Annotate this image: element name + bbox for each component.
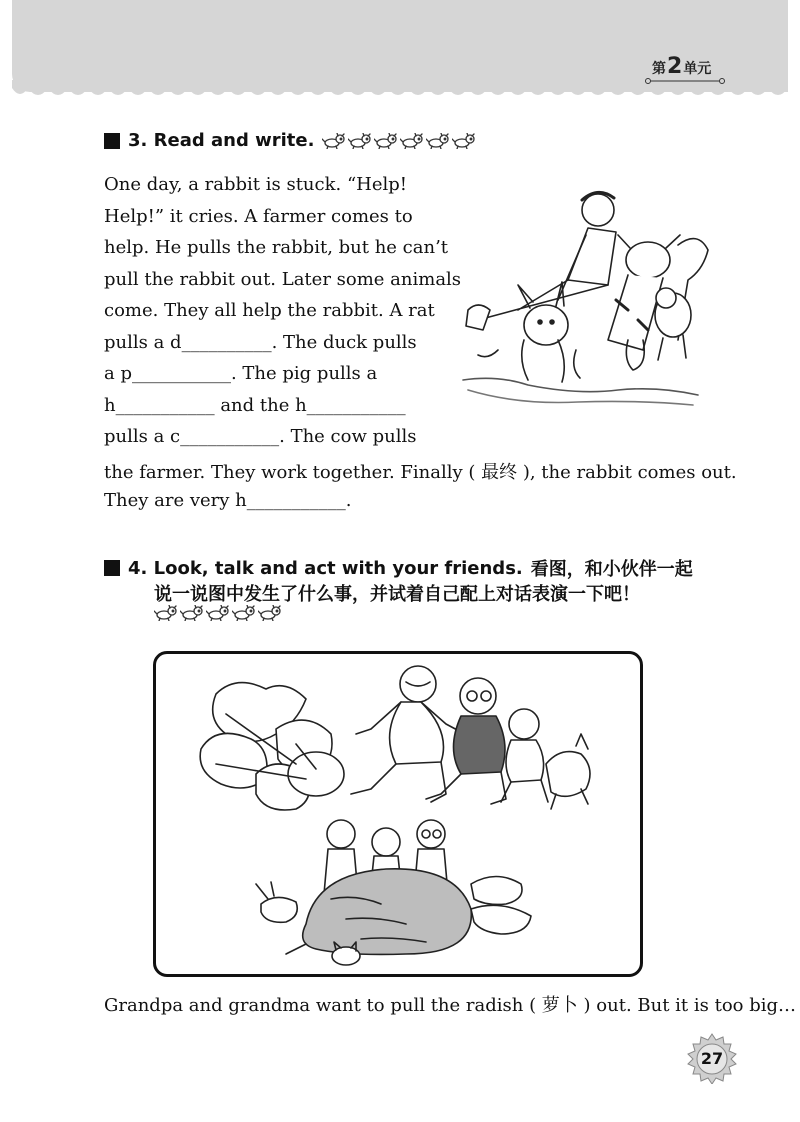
difficulty-rating (154, 605, 282, 621)
dog-icon (206, 605, 230, 621)
dog-icon (154, 605, 178, 621)
unit-number: 2 (667, 54, 683, 79)
passage-line: a p___________. The pig pulls a (104, 363, 378, 384)
header-wave-edge (12, 80, 788, 108)
passage-line: help. He pulls the rabbit, but he can’t (104, 237, 449, 258)
section4-heading (104, 555, 693, 581)
dog-icon (258, 605, 282, 621)
passage-line: come. They all help the rabbit. A rat (104, 300, 435, 321)
dog-icon (180, 605, 204, 621)
dog-icon (426, 133, 450, 149)
section4-rating-row (154, 605, 282, 621)
section4-cn-line2: 说一说图中发生了什么事，并试着自己配上对话表演一下吧！ (154, 584, 640, 605)
dog-icon (232, 605, 256, 621)
radish-illustration (156, 654, 640, 974)
unit-label (652, 54, 711, 80)
passage-line: Help!” it cries. A farmer comes to (104, 206, 413, 227)
passage-line: One day, a rabbit is stuck. “Help! (104, 174, 408, 195)
unit-suffix: 单元 (683, 61, 712, 77)
radish-picture-frame (153, 651, 643, 977)
passage-line: h___________ and the h___________ (104, 395, 406, 416)
passage-line: the farmer. They work together. Finally ( 最终 ), the rabbit comes out. (104, 462, 737, 483)
dog-icon (452, 133, 476, 149)
difficulty-rating (322, 133, 476, 149)
section-marker-square (104, 133, 120, 149)
section3-title: 3. Read and write. (128, 130, 315, 151)
dog-icon (374, 133, 398, 149)
dog-icon (348, 133, 372, 149)
section-marker-square (104, 560, 120, 576)
passage-line: pulls a d__________. The duck pulls (104, 332, 417, 353)
dog-icon (322, 133, 346, 149)
radish-caption: Grandpa and grandma want to pull the radish ( 萝卜 ) out. But it is too big… (104, 995, 797, 1016)
section4-cn-line1: 看图，和小伙伴一起 (530, 559, 693, 580)
page-number-badge (686, 1032, 738, 1084)
dog-icon (400, 133, 424, 149)
passage-line: pulls a c___________. The cow pulls (104, 426, 417, 447)
unit-prefix: 第 (652, 61, 666, 77)
passage-line: They are very h___________. (104, 490, 352, 511)
page-number: 27 (700, 1048, 724, 1068)
farmer-animals-illustration (458, 190, 718, 440)
section3-heading (104, 130, 476, 151)
section4-title: 4. Look, talk and act with your friends. (128, 557, 523, 579)
unit-underline (645, 78, 725, 84)
passage-line: pull the rabbit out. Later some animals (104, 269, 462, 290)
